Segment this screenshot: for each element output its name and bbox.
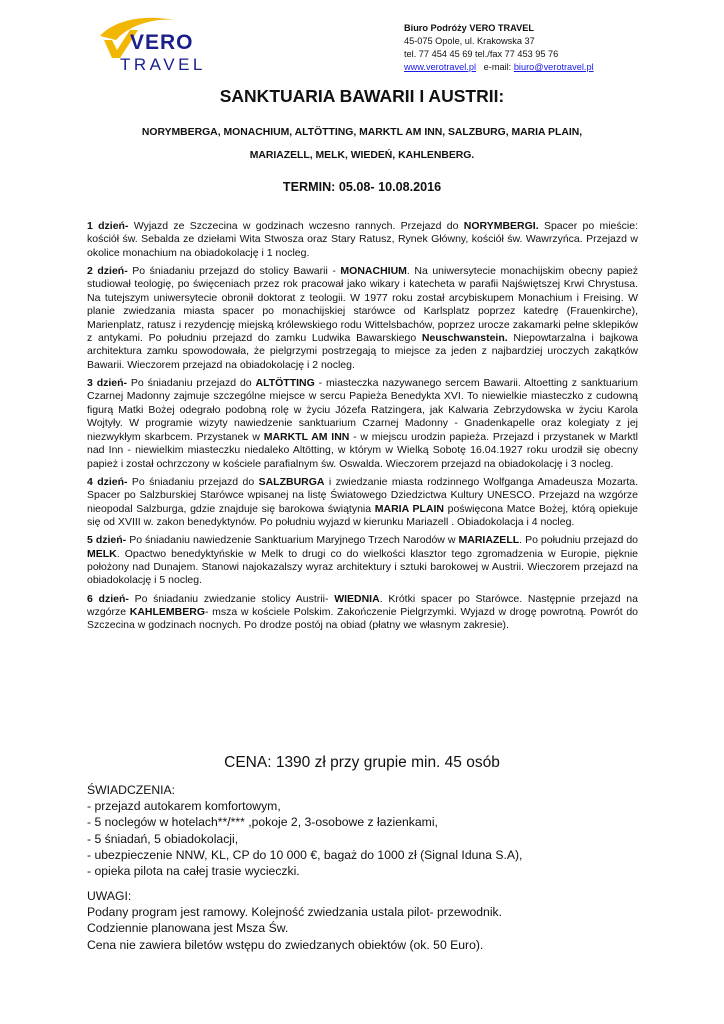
page-title: SANKTUARIA BAWARII I AUSTRII: <box>219 86 505 106</box>
day-text: Wyjazd ze Szczecina w godzinach wczesno rannych. Przejazd do <box>128 220 464 232</box>
notes-heading: UWAGI: <box>87 889 132 903</box>
day-text: - msza w kościele Polskim. Zakończenie Pielgrzymki. Wyjazd w drogę powrotną. Powrót do Szczecina w godzinach nocnych. Po drodze postój na obiad (płatny we własnym zakresie). <box>87 605 638 632</box>
day-text: Po śniadaniu przejazd do <box>127 377 256 390</box>
day-text: Po śniadaniu przejazd do <box>127 475 259 488</box>
website-link[interactable]: www.verotravel.pl <box>404 62 476 72</box>
route-line-2: MARIAZELL, MELK, WIEDEŃ, KAHLENBERG. <box>249 150 475 161</box>
services-section <box>87 782 522 879</box>
day-label: 2 dzień- <box>87 265 128 278</box>
logo-word-vero: VERO <box>130 31 194 54</box>
day-1-paragraph <box>87 220 638 260</box>
day-text: . Po południu przejazd do <box>519 534 639 547</box>
highlighted-place: NORYMBERGI. <box>463 220 539 232</box>
day-text: - w miejscu urodzin papieża. Przejazd i przystanek w Marktl nad Inn - niewielkim miasteczku niedaleko Altötting, w którym w Wielką Sobotę 16.04.1927 roku urodził się obecny papież i został ochrzczony w kościele parafialnym św. Oswalda. Wieczorem przejazd na obiadokolację i 3 nocleg. <box>87 430 639 470</box>
agency-name: Biuro Podróży VERO TRAVEL <box>404 23 534 33</box>
day-text: Po śniadaniu zwiedzanie stolicy Austrii- <box>128 592 335 605</box>
email-link[interactable]: biuro@verotravel.pl <box>513 62 594 72</box>
service-item: - opieka pilota na całej trasie wycieczki. <box>87 864 300 879</box>
highlighted-place: MARKTL AM INN <box>263 430 350 443</box>
services-heading: ŚWIADCZENIA: <box>87 783 176 797</box>
note-item: Codziennie planowana jest Msza Św. <box>87 921 289 936</box>
itinerary <box>87 220 638 638</box>
price: CENA: 1390 zł przy grupie min. 45 osób <box>224 754 500 771</box>
highlighted-place: MELK <box>87 547 117 560</box>
agency-contact <box>404 22 594 74</box>
day-label: 1 dzień- <box>87 220 129 232</box>
highlighted-place: KAHLEMBERG <box>129 605 206 618</box>
agency-web-line <box>404 61 594 74</box>
day-text: . Na uniwersytecie monachijskim obecny papież studiował teologię, po święceniach przez rok pracował jako wikary i katecheta w parafii Najświętszej Krwi Chrystusa. Na tutejszym uniwersytecie obronił doktorat z teologii. W 1977 roku został arcybiskupem Monachium i Freising. W planie zwiedzania miasta spacer po monachijskiej starówce od Karlsplatz poprzez katedrę (Frauenkirche), Marienplatz, ratusz i rezydencję miejską królewskiego rodu Wittelsbachów, poprzez urocze zakamarki pełne sklepików z antykami. Po południu przejazd do zamku Ludwika Bawarskiego <box>87 265 639 345</box>
agency-phones: tel. 77 454 45 69 tel./fax 77 453 95 76 <box>404 49 559 59</box>
day-text: poświęcona Matce Bożej, którą opiekuje się od XVIII w. zakon benedyktynów. Po południu wyjazd w kierunku Mariazell . Obiadokolacja i 4 nocleg. <box>87 502 638 528</box>
day-label: 6 dzień- <box>87 592 129 605</box>
day-label: 3 dzień- <box>87 377 128 390</box>
day-label: 5 dzień- <box>87 534 127 547</box>
day-text: i zwiedzanie miasta rodzinnego Wolfganga Amadeusza Mozarta. Spacer po Salzburskiej Starówce wpisanej na listę Światowego Dziedzictwa Kultury UNESCO. Przejazd na wzgórze nieopodal Salzburga, gdzie znajduje się barokowa świątynia <box>87 475 638 515</box>
day-text: . Krótki spacer po Starówce. Następnie przejazd na wzgórze <box>87 592 638 618</box>
route-subtitle <box>40 121 684 167</box>
highlighted-place: WIEDNIA <box>334 592 380 605</box>
day-4-paragraph <box>87 476 638 530</box>
email-label: e-mail: <box>483 62 512 72</box>
highlighted-place: SALZBURGA <box>258 475 325 488</box>
day-text: . Opactwo benedyktyńskie w Melk to drugi co do wielkości klasztor tego zgromadzenia w Europie, pięknie położony nad Dunajem. Stanowi najokazalszy wyraz architektury i sztuki barokowej w Austrii. Wieczorem przejazd na obiadokolację i 5 nocleg. <box>87 547 638 587</box>
day-text: Niepowtarzalna i bajkowa architektura zamku spowodowała, że pielgrzymi postrzegają to miejsce za jeden z najbardziej uroczych zakątków Bawarii. Wieczorem przejazd na obiadokolację i 2 nocleg. <box>87 332 638 371</box>
note-item: Cena nie zawiera biletów wstępu do zwiedzanych obiektów (ok. 50 Euro). <box>87 937 484 952</box>
highlighted-place: ALTÖTTING <box>255 377 315 390</box>
highlighted-place: MARIAZELL <box>458 534 520 547</box>
highlighted-place: MARIA PLAIN <box>374 502 444 515</box>
day-6-paragraph <box>87 593 638 633</box>
service-item: - 5 noclegów w hotelach**/*** ,pokoje 2, 3-osobowe z łazienkami, <box>87 815 438 830</box>
highlighted-place: MONACHIUM <box>340 265 407 278</box>
day-3-paragraph <box>87 377 638 471</box>
day-text: Spacer po mieście: kościół św. Sebalda ze dziełami Wita Stwosza oraz Stary Ratusz, Rynek Główny, kościół św. Wawrzyńca. Przejazd w okolice monachium na obiadokolację i 1 nocleg. <box>87 220 638 259</box>
trip-term: TERMIN: 05.08- 10.08.2016 <box>282 180 442 194</box>
day-label: 4 dzień- <box>87 475 128 488</box>
note-item: Podany program jest ramowy. Kolejność zwiedzania ustala pilot- przewodnik. <box>87 905 503 920</box>
day-2-paragraph <box>87 265 638 372</box>
day-text: Po śniadaniu nawiedzenie Sanktuarium Maryjnego Trzech Narodów w <box>126 534 459 547</box>
service-item: - 5 śniadań, 5 obiadokolacji, <box>87 831 239 846</box>
day-5-paragraph <box>87 534 638 588</box>
logo-word-travel: TRAVEL <box>120 55 206 74</box>
vero-travel-logo <box>96 14 226 78</box>
route-line-1: NORYMBERGA, MONACHIUM, ALTÖTTING, MARKTL AM INN, SALZBURG, MARIA PLAIN, <box>141 127 583 138</box>
day-text: - miasteczka nazywanego sercem Bawarii. Altoetting z sanktuarium Czarnej Madonny zajmuje szczególne miejsce w sercu Papieża Benedykta XVI. To niewielkie miasteczko z cudowną figurą Matki Bożej odegrało podobną rolę w życiu Józefa Ratzingera, jak Kalwaria Zebrzydowska w życiu Karola Wojtyły. W programie wizyty nawiedzenie sanktuarium Czarnej Madonny - Gnadenkapelle oraz kolegiaty z jej niezwykłym skarbcem. Przystanek w <box>87 377 639 443</box>
service-item: - ubezpieczenie NNW, KL, CP do 10 000 €, bagaż do 1000 zł (Signal Iduna S.A), <box>87 847 523 862</box>
notes-section <box>87 888 502 953</box>
highlighted-place: Neuschwanstein. <box>421 332 508 345</box>
day-text: Po śniadaniu przejazd do stolicy Bawarii - <box>127 265 341 278</box>
agency-address: 45-075 Opole, ul. Krakowska 37 <box>404 36 535 46</box>
service-item: - przejazd autokarem komfortowym, <box>87 799 281 814</box>
